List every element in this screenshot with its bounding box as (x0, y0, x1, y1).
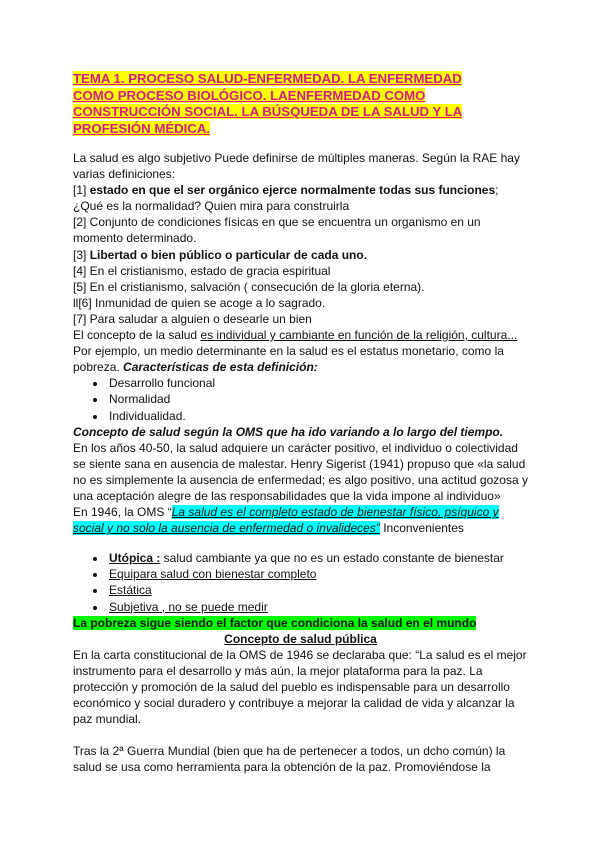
definition-1-question: ¿Qué es la normalidad? Quien mira para construirla (73, 199, 350, 214)
list-item: • Normalidad (107, 391, 528, 407)
characteristics-heading: Características de esta definición: (123, 360, 318, 375)
oms-1946-paragraph (73, 504, 528, 536)
intro-paragraph: La salud es algo subjetivo Puede definirse de múltiples maneras. Según la RAE hay varias definiciones: (73, 151, 520, 182)
oms-1946-post: Inconvenientes (379, 521, 464, 536)
list-item: • Desarrollo funcional (107, 375, 528, 391)
title-line-4: PROFESIÓN MÉDICA. (73, 120, 211, 136)
document-title (73, 71, 503, 137)
concept-underlined: es individual y cambiante en función de la religión, cultura... (200, 328, 518, 343)
poverty-line (73, 615, 528, 631)
definition-1-text: estado en que el ser orgánico ejerce normalmente todas sus funciones (89, 183, 496, 198)
money-paragraph (73, 343, 528, 375)
concept-paragraph (73, 327, 528, 343)
list-item: • Equipara salud con bienestar completo (107, 566, 528, 582)
war-paragraph: Tras la 2ª Guerra Mundial (bien que ha de pertenecer a todos, un dcho común) la salud se usa como herramienta para la obtención de la paz. Promoviéndose la (73, 744, 506, 775)
title-line-1: TEMA 1. PROCESO SALUD-ENFERMEDAD. LA ENFERMEDAD (73, 71, 462, 86)
drawback-label: Utópica : (109, 551, 161, 566)
title-line-3: CONSTRUCCIÓN SOCIAL. LA BÚSQUEDA DE LA SALUD Y LA (73, 104, 463, 120)
list-item: • Subjetiva , no se puede medir (107, 599, 528, 615)
definition-5: [5] En el cristianismo, salvación ( consecución de la gloria eterna). (73, 279, 425, 294)
drawbacks-list (73, 550, 528, 614)
document-body (73, 150, 528, 775)
money-pre: Por ejemplo, un medio determinante en la salud es el estatus monetario, como la pobreza. (73, 344, 504, 375)
definition-1-number: [1] (73, 183, 90, 198)
list-item: • Individualidad. (107, 408, 528, 424)
oms-1946-pre: En 1946, la OMS “ (73, 505, 172, 520)
definition-6: ll[6] Inmunidad de quien se acoge a lo sagrado. (73, 295, 326, 310)
public-health-heading: Concepto de salud pública (224, 631, 377, 646)
definition-2: [2] Conjunto de condiciones físicas en que se encuentra un organismo en un momento determinado. (73, 215, 481, 246)
characteristics-list (73, 375, 528, 423)
definition-4: [4] En el cristianismo, estado de gracia espiritual (73, 263, 331, 278)
spacer (73, 727, 528, 743)
definition-7: [7] Para saludar a alguien o desearle un bien (73, 311, 312, 326)
definition-3-number: [3] (73, 247, 90, 262)
poverty-highlight: La pobreza sigue siendo el factor que condiciona la salud en el mundo (73, 615, 477, 630)
definition-3 (73, 247, 528, 263)
carta-paragraph: En la carta constitucional de la OMS de 1946 se declaraba que: “La salud es el mejor instrumento para el desarrollo y más aún, la mejor plataforma para la paz. La protección y promoción de la salud del pueblo es indispensable para un desarrollo económico y social duradero y contribuye a mejorar la calidad de vida y alcanzar la paz mundial. (73, 647, 527, 727)
definition-3-text: Libertad o bien público o particular de cada uno. (89, 247, 368, 262)
definition-1 (73, 182, 528, 198)
oms-paragraph: En los años 40-50, la salud adquiere un carácter positivo, el individuo o colectividad se siente sana en ausencia de malestar. Henry Sigerist (1941) propuso que «la salud no es simplemente la ausencia de enfermedad; es algo positivo, una actitud gozosa y una aceptación alegre de las responsabilidades que la vida impone al individuo» (73, 440, 528, 503)
definition-1-tail: ; (495, 183, 499, 198)
oms-definition-highlight: La salud es el completo estado de bienestar físico, psíquico y social y no solo la ausencia de enfermedad o invalideces” (73, 505, 499, 536)
title-line-2: COMO PROCESO BIOLÓGICO. LAENFERMEDAD COMO (73, 87, 426, 103)
list-item: • Estática (107, 582, 528, 598)
oms-heading: Concepto de salud según la OMS que ha ido variando a lo largo del tiempo. (73, 424, 504, 439)
drawback-text: salud cambiante ya que no es un estado constante de bienestar (160, 551, 504, 566)
list-item (107, 550, 528, 566)
concept-pre: El concepto de la salud (73, 328, 201, 343)
